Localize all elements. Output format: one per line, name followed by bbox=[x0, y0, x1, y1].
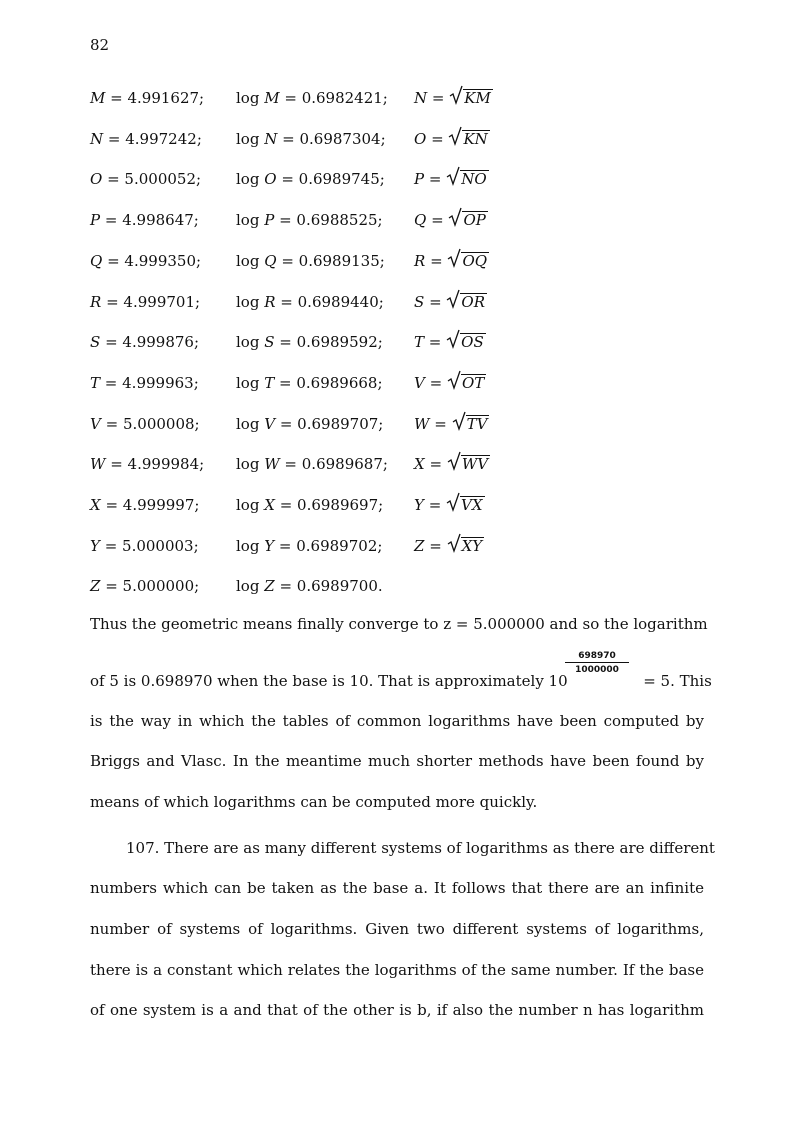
sqrt-equation bbox=[414, 252, 489, 270]
sqrt-equation bbox=[414, 130, 490, 148]
log-variable: Y bbox=[264, 537, 275, 555]
equation-row bbox=[0, 374, 793, 396]
radical-sign-icon bbox=[448, 126, 462, 146]
radicand: OR bbox=[461, 293, 486, 311]
exponent-denominator: 1000000 bbox=[575, 665, 619, 675]
radicand: OS bbox=[461, 333, 484, 351]
variable: O bbox=[90, 170, 103, 188]
equals-sign: = bbox=[431, 211, 444, 229]
next-variable: Q bbox=[414, 211, 427, 229]
sqrt-equation bbox=[414, 415, 489, 433]
log-label: log bbox=[236, 211, 260, 229]
equation-row bbox=[0, 537, 793, 559]
sqrt-equation bbox=[414, 170, 489, 188]
log-value: = 0.6987304; bbox=[282, 130, 386, 148]
square-root bbox=[448, 211, 487, 229]
equals-sign: = bbox=[428, 333, 442, 351]
next-variable: W bbox=[414, 415, 430, 433]
variable: X bbox=[90, 496, 101, 514]
value-equation bbox=[90, 415, 200, 433]
paragraph-line: number of systems of logarithms. Given two different systems of logarithms, bbox=[90, 920, 704, 938]
log-value: = 0.6989592; bbox=[279, 333, 383, 351]
next-variable: V bbox=[414, 374, 425, 392]
radicand: WV bbox=[461, 455, 489, 473]
square-root bbox=[447, 252, 489, 270]
log-label: log bbox=[236, 455, 260, 473]
log-variable: W bbox=[264, 455, 280, 473]
value-equation bbox=[90, 293, 200, 311]
log-value: = 0.6989702; bbox=[278, 537, 383, 555]
log-label: log bbox=[236, 415, 260, 433]
value: = 5.000000; bbox=[105, 577, 200, 595]
log-equation bbox=[236, 170, 385, 188]
log-equation bbox=[236, 577, 383, 595]
log-variable: P bbox=[264, 211, 275, 229]
log-value: = 0.6989668; bbox=[279, 374, 383, 392]
square-root bbox=[446, 293, 487, 311]
equation-row bbox=[0, 211, 793, 233]
value: = 4.999997; bbox=[105, 496, 200, 514]
log-label: log bbox=[236, 496, 260, 514]
equals-sign: = bbox=[429, 455, 443, 473]
square-root bbox=[447, 537, 485, 555]
equals-sign: = bbox=[428, 496, 442, 514]
value-equation bbox=[90, 374, 199, 392]
log-equation bbox=[236, 333, 383, 351]
value-equation bbox=[90, 537, 199, 555]
paragraph-line: 107. There are as many different systems of logarithms as there are different bbox=[126, 839, 715, 857]
value-equation bbox=[90, 130, 202, 148]
radicand: KN bbox=[463, 130, 488, 148]
log-equation bbox=[236, 89, 388, 107]
next-variable: Y bbox=[414, 496, 424, 514]
variable: T bbox=[90, 374, 101, 392]
log-label: log bbox=[236, 374, 260, 392]
value: = 5.000008; bbox=[105, 415, 200, 433]
log-equation bbox=[236, 537, 382, 555]
text-before-power: of 5 is 0.698970 when the base is 10. That is approximately 10 bbox=[90, 672, 568, 690]
value-equation bbox=[90, 455, 204, 473]
equals-sign: = bbox=[431, 89, 445, 107]
sqrt-equation bbox=[414, 537, 484, 555]
value: = 5.000052; bbox=[107, 170, 202, 188]
square-root bbox=[446, 333, 486, 351]
next-variable: N bbox=[414, 89, 428, 107]
log-label: log bbox=[236, 170, 260, 188]
value-equation bbox=[90, 496, 199, 514]
variable: P bbox=[90, 211, 101, 229]
variable: V bbox=[90, 415, 101, 433]
page-number: 82 bbox=[90, 36, 110, 54]
paragraph-line: Thus the geometric means finally converge to z = 5.000000 and so the logarithm bbox=[90, 615, 708, 633]
next-variable: T bbox=[414, 333, 425, 351]
log-equation bbox=[236, 496, 383, 514]
equals-sign: = bbox=[430, 252, 443, 270]
equation-row bbox=[0, 496, 793, 518]
value: = 5.000003; bbox=[104, 537, 199, 555]
next-variable: R bbox=[414, 252, 426, 270]
log-variable: N bbox=[264, 130, 278, 148]
paragraph-line: there is a constant which relates the logarithms of the same number. If the base bbox=[90, 961, 704, 979]
radicand: KM bbox=[464, 89, 491, 107]
log-equation bbox=[236, 455, 388, 473]
log-variable: T bbox=[264, 374, 275, 392]
radicand: TV bbox=[466, 415, 488, 433]
equation-row bbox=[0, 89, 793, 111]
log-variable: V bbox=[264, 415, 276, 433]
log-value: = 0.6988525; bbox=[279, 211, 383, 229]
sqrt-equation bbox=[414, 89, 493, 107]
log-variable: X bbox=[264, 496, 275, 514]
variable: W bbox=[90, 455, 106, 473]
equation-row bbox=[0, 577, 793, 599]
radicand: OT bbox=[461, 374, 485, 392]
square-root bbox=[447, 455, 490, 473]
radical-sign-icon bbox=[448, 207, 462, 227]
log-value: = 0.6989687; bbox=[284, 455, 388, 473]
log-equation bbox=[236, 252, 385, 270]
variable: R bbox=[90, 293, 102, 311]
equals-sign: = bbox=[429, 293, 442, 311]
equation-row bbox=[0, 252, 793, 274]
paragraph-line bbox=[90, 672, 712, 690]
next-variable: O bbox=[414, 130, 427, 148]
value-equation bbox=[90, 211, 199, 229]
paragraph-line: Briggs and Vlasc. In the meantime much shorter methods have been found by bbox=[90, 752, 704, 770]
log-variable: Z bbox=[264, 577, 275, 595]
log-variable: Q bbox=[264, 252, 277, 270]
variable: Q bbox=[90, 252, 103, 270]
radicand: OQ bbox=[462, 252, 488, 270]
log-equation bbox=[236, 130, 386, 148]
variable: N bbox=[90, 130, 104, 148]
value-equation bbox=[90, 577, 199, 595]
sqrt-equation bbox=[414, 293, 487, 311]
square-root bbox=[446, 170, 488, 188]
radical-sign-icon bbox=[446, 289, 460, 309]
log-equation bbox=[236, 293, 384, 311]
equals-sign: = bbox=[429, 537, 442, 555]
radical-sign-icon bbox=[446, 492, 460, 512]
radical-sign-icon bbox=[447, 248, 461, 268]
log-value: = 0.6989135; bbox=[281, 252, 385, 270]
value: = 4.999350; bbox=[107, 252, 202, 270]
radicand: XY bbox=[461, 537, 483, 555]
radicand: NO bbox=[461, 170, 487, 188]
text-after-power: = 5. This bbox=[643, 672, 712, 690]
equals-sign: = bbox=[429, 374, 443, 392]
equation-row bbox=[0, 130, 793, 152]
square-root bbox=[446, 496, 485, 514]
radical-sign-icon bbox=[449, 85, 463, 105]
square-root bbox=[447, 374, 486, 392]
log-label: log bbox=[236, 130, 260, 148]
radicand: VX bbox=[461, 496, 483, 514]
radical-sign-icon bbox=[447, 533, 461, 553]
paragraph-line: means of which logarithms can be computed more quickly. bbox=[90, 793, 538, 811]
value: = 4.998647; bbox=[104, 211, 199, 229]
variable: M bbox=[90, 89, 106, 107]
next-variable: Z bbox=[414, 537, 425, 555]
radical-sign-icon bbox=[447, 370, 461, 390]
next-variable: S bbox=[414, 293, 425, 311]
variable: Y bbox=[90, 537, 100, 555]
radical-sign-icon bbox=[447, 451, 461, 471]
log-label: log bbox=[236, 577, 260, 595]
equals-sign: = bbox=[431, 130, 444, 148]
radical-sign-icon bbox=[452, 411, 466, 431]
log-value: = 0.6989440; bbox=[280, 293, 384, 311]
value-equation bbox=[90, 333, 199, 351]
equation-row bbox=[0, 293, 793, 315]
equation-row bbox=[0, 333, 793, 355]
log-label: log bbox=[236, 252, 260, 270]
radical-sign-icon bbox=[446, 329, 460, 349]
variable: Z bbox=[90, 577, 101, 595]
equation-row bbox=[0, 455, 793, 477]
log-variable: M bbox=[264, 89, 280, 107]
value: = 4.999963; bbox=[104, 374, 199, 392]
log-equation bbox=[236, 211, 383, 229]
equals-sign: = bbox=[428, 170, 442, 188]
value: = 4.991627; bbox=[110, 89, 205, 107]
square-root bbox=[448, 130, 489, 148]
log-value: = 0.6989707; bbox=[279, 415, 384, 433]
equation-row bbox=[0, 170, 793, 192]
next-variable: X bbox=[414, 455, 425, 473]
variable: S bbox=[90, 333, 101, 351]
square-root bbox=[452, 415, 490, 433]
value: = 4.997242; bbox=[107, 130, 202, 148]
value: = 4.999984; bbox=[110, 455, 205, 473]
paragraph-line: of one system is a and that of the other is b, if also the number n has logarithm bbox=[90, 1001, 704, 1019]
log-value: = 0.6989700. bbox=[279, 577, 383, 595]
value-equation bbox=[90, 252, 201, 270]
log-value: = 0.6982421; bbox=[284, 89, 388, 107]
exponent-numerator: 698970 bbox=[565, 651, 629, 663]
value-equation bbox=[90, 170, 201, 188]
equation-row bbox=[0, 415, 793, 437]
radicand: OP bbox=[463, 211, 486, 229]
log-equation bbox=[236, 415, 383, 433]
log-label: log bbox=[236, 537, 260, 555]
paragraph-line: numbers which can be taken as the base a. It follows that there are an infinite bbox=[90, 879, 704, 897]
sqrt-equation bbox=[414, 374, 486, 392]
sqrt-equation bbox=[414, 496, 485, 514]
log-value: = 0.6989745; bbox=[281, 170, 385, 188]
square-root bbox=[449, 89, 493, 107]
log-variable: S bbox=[264, 333, 275, 351]
log-variable: O bbox=[264, 170, 277, 188]
radical-sign-icon bbox=[446, 166, 460, 186]
value: = 4.999701; bbox=[106, 293, 201, 311]
log-label: log bbox=[236, 89, 260, 107]
next-variable: P bbox=[414, 170, 425, 188]
sqrt-equation bbox=[414, 455, 490, 473]
log-value: = 0.6989697; bbox=[279, 496, 384, 514]
paragraph-line: is the way in which the tables of common logarithms have been computed by bbox=[90, 712, 704, 730]
value: = 4.999876; bbox=[105, 333, 200, 351]
value-equation bbox=[90, 89, 204, 107]
sqrt-equation bbox=[414, 211, 488, 229]
log-equation bbox=[236, 374, 383, 392]
log-label: log bbox=[236, 333, 260, 351]
equals-sign: = bbox=[434, 415, 447, 433]
log-label: log bbox=[236, 293, 260, 311]
log-variable: R bbox=[264, 293, 276, 311]
sqrt-equation bbox=[414, 333, 486, 351]
